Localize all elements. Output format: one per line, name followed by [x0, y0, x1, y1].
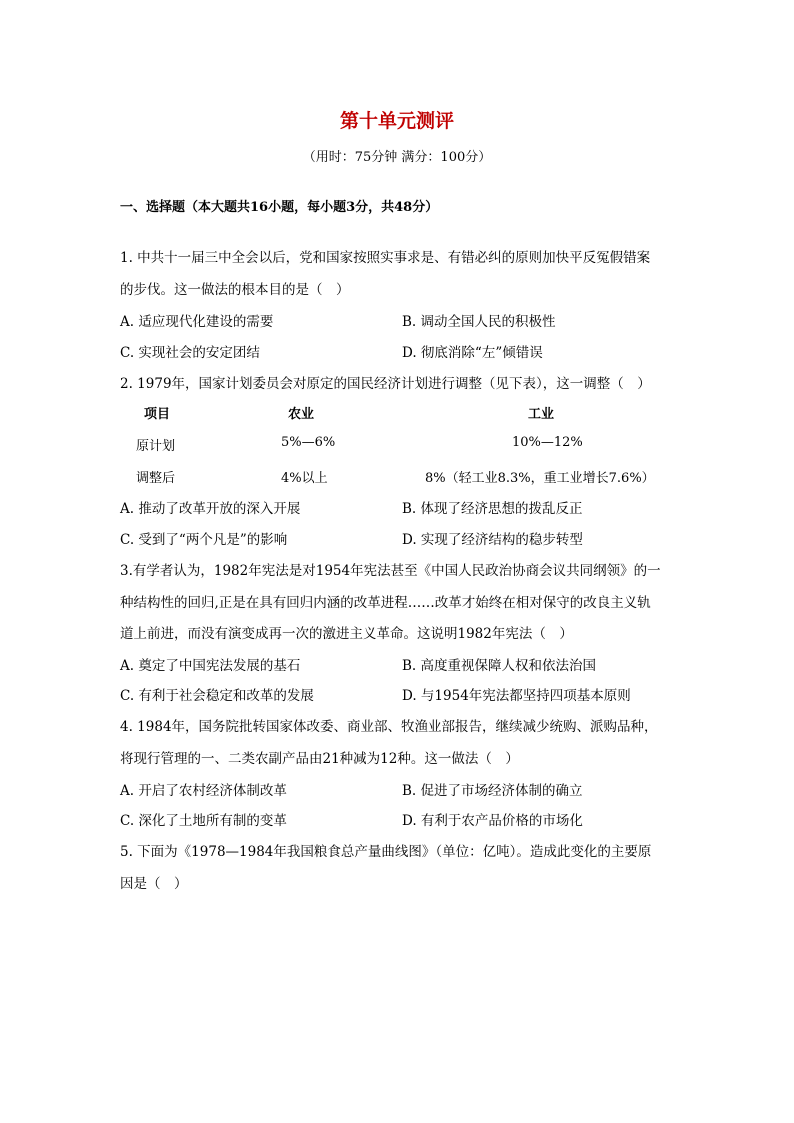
question-4-option-d: D. 有利于农产品价格的市场化: [402, 813, 583, 829]
section-heading: 一、选择题（本大题共16小题，每小题3分，共48分）: [120, 200, 439, 215]
question-1-option-a: A. 适应现代化建设的需要: [120, 314, 274, 330]
question-2-option-a: A. 推动了改革开放的深入开展: [120, 501, 301, 517]
table-row-2-agriculture: 4%以上: [281, 471, 328, 486]
question-4-option-c: C. 深化了土地所有制的变革: [120, 813, 287, 829]
question-1-option-c: C. 实现社会的安定团结: [120, 345, 260, 361]
question-3-option-b: B. 高度重视保障人权和依法治国: [402, 658, 597, 674]
question-2-option-d: D. 实现了经济结构的稳步转型: [402, 532, 583, 548]
question-1-option-d: D. 彻底消除“左”倾错误: [402, 345, 543, 361]
question-5-line-1: 5. 下面为《1978—1984年我国粮食总产量曲线图》（单位：亿吨）。造成此变化的主要原: [120, 844, 652, 860]
question-5-line-2: 因是（ ）: [120, 876, 188, 892]
question-2-option-c: C. 受到了“两个凡是”的影响: [120, 532, 288, 548]
exam-info: （用时：75分钟 满分：100分）: [302, 150, 492, 165]
question-1-line-1: 1. 中共十一届三中全会以后，党和国家按照实事求是、有错必纠的原则加快平反冤假错案: [120, 250, 651, 266]
page-title: 第十单元测评: [339, 110, 454, 132]
table-header-item: 项目: [144, 407, 171, 422]
question-2-line-1: 2. 1979年，国家计划委员会对原定的国民经济计划进行调整（见下表），这一调整（ ）: [120, 376, 651, 392]
question-3-line-1: 3.有学者认为，1982年宪法是对1954年宪法甚至《中国人民政治协商会议共同纲领》的一: [120, 563, 661, 579]
table-header-industry: 工业: [528, 407, 555, 422]
question-4-line-1: 4. 1984年，国务院批转国家体改委、商业部、牧渔业部报告，继续减少统购、派购品种，: [120, 719, 658, 735]
question-3-option-c: C. 有利于社会稳定和改革的发展: [120, 688, 314, 704]
question-4-option-b: B. 促进了市场经济体制的确立: [402, 783, 583, 799]
table-row-2-industry: 8%（轻工业8.3%，重工业增长7.6%）: [425, 471, 655, 486]
question-2-option-b: B. 体现了经济思想的拨乱反正: [402, 501, 583, 517]
table-row-2-label: 调整后: [136, 471, 176, 486]
table-row-1-industry: 10%—12%: [512, 435, 583, 450]
question-3-line-3: 道上前进，而没有演变成再一次的激进主义革命。这说明1982年宪法（ ）: [120, 626, 573, 642]
table-header-agriculture: 农业: [288, 407, 315, 422]
question-1-line-2: 的步伐。这一做法的根本目的是（ ）: [120, 282, 350, 298]
question-3-option-a: A. 奠定了中国宪法发展的基石: [120, 658, 301, 674]
question-1-option-b: B. 调动全国人民的积极性: [402, 314, 556, 330]
table-row-1-label: 原计划: [136, 439, 176, 454]
question-3-option-d: D. 与1954年宪法都坚持四项基本原则: [402, 688, 631, 704]
question-3-line-2: 种结构性的回归,正是在具有回归内涵的改革进程……改革才始终在相对保守的改良主义轨: [120, 595, 651, 611]
table-row-1-agriculture: 5%—6%: [281, 435, 336, 450]
question-4-line-2: 将现行管理的一、二类农副产品由21种减为12种。这一做法（ ）: [120, 751, 519, 767]
question-4-option-a: A. 开启了农村经济体制改革: [120, 783, 287, 799]
